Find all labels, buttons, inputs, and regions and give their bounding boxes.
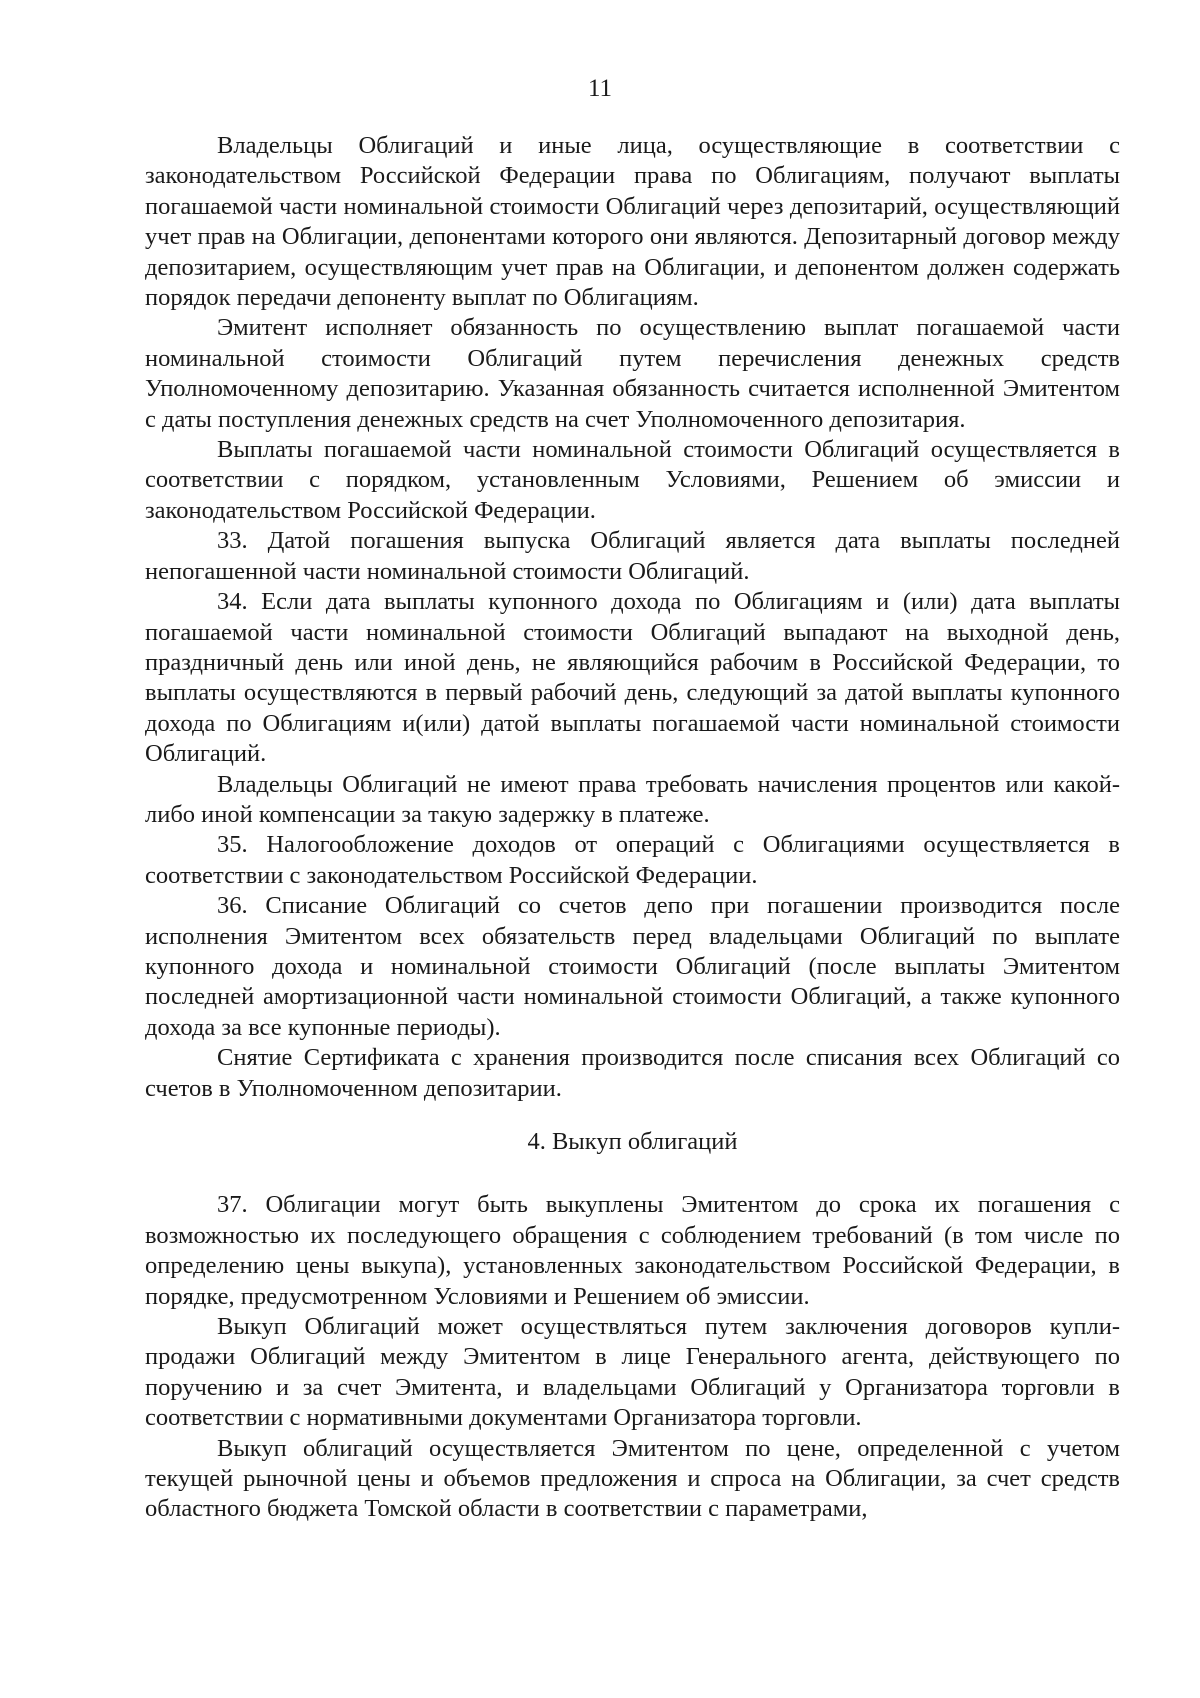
- paragraph-payments-order: Выплаты погашаемой части номинальной стоимости Облигаций осуществляется в соответствии с порядком, установленным Условиями, Решением об эмиссии и законодательством Российской Федерации.: [145, 436, 1120, 524]
- paragraph-no-interest: Владельцы Облигаций не имеют права требовать начисления процентов или какой-либо иной компенсации за такую задержку в платеже.: [145, 770, 1120, 828]
- paragraph-buyback-price: Выкуп облигаций осуществляется Эмитентом по цене, определенной с учетом текущей рыночной цены и объемов предложения и спроса на Облигации, за счет средств областного бюджета Томской области в соответствии с параметрами,: [145, 1434, 1120, 1523]
- paragraph-certificate-removal: Снятие Сертификата с хранения производится после списания всех Облигаций со счетов в Уполномоченном депозитарии.: [145, 1044, 1120, 1102]
- document-body: [145, 131, 1120, 1525]
- paragraph-owners-payments: Владельцы Облигаций и иные лица, осуществляющие в соответствии с законодательством Российской Федерации права по Облигациям, получают выплаты погашаемой части номинальной стоимости Облигаций через депозитарий, осуществляющий учет прав на Облигации, депонентами которого они являются. Депозитарный договор между депозитарием, осуществляющим учет прав на Облигации, и депонентом должен содержать порядок передачи депоненту выплат по Облигациям.: [145, 132, 1120, 312]
- paragraph-clause-37: 37. Облигации могут быть выкуплены Эмитентом до срока их погашения с возможностью их последующего обращения с соблюдением требований (в том числе по определению цены выкупа), установленных законодательством Российской Федерации, в порядке, предусмотренном Условиями и Решением об эмиссии.: [145, 1191, 1120, 1310]
- paragraph-issuer-obligation: Эмитент исполняет обязанность по осуществлению выплат погашаемой части номинальной стоимости Облигаций путем перечисления денежных средств Уполномоченному депозитарию. Указанная обязанность считается исполненной Эмитентом с даты поступления денежных средств на счет Уполномоченного депозитария.: [145, 314, 1120, 433]
- paragraph-buyback-method: Выкуп Облигаций может осуществляться путем заключения договоров купли-продажи Облигаций между Эмитентом в лице Генерального агента, действующего по поручению и за счет Эмитента, и владельцами Облигаций у Организатора торговли в соответствии с нормативными документами Организатора торговли.: [145, 1313, 1120, 1432]
- paragraph-clause-36: 36. Списание Облигаций со счетов депо при погашении производится после исполнения Эмитентом всех обязательств перед владельцами Облигаций по выплате купонного дохода и номинальной стоимости Облигаций (после выплаты Эмитентом последней амортизационной части номинальной стоимости Облигаций, а также купонного дохода за все купонные периоды).: [145, 892, 1120, 1041]
- paragraph-clause-34: 34. Если дата выплаты купонного дохода по Облигациям и (или) дата выплаты погашаемой части номинальной стоимости Облигаций выпадают на выходной день, праздничный день или иной день, не являющийся рабочим в Российской Федерации, то выплаты осуществляются в первый рабочий день, следующий за датой выплаты купонного дохода по Облигациям и(или) датой выплаты погашаемой части номинальной стоимости Облигаций.: [145, 588, 1120, 768]
- page-number: 11: [587, 75, 613, 102]
- paragraph-clause-33: 33. Датой погашения выпуска Облигаций является дата выплаты последней непогашенной части номинальной стоимости Облигаций.: [145, 527, 1120, 585]
- paragraph-clause-35: 35. Налогообложение доходов от операций с Облигациями осуществляется в соответствии с законодательством Российской Федерации.: [145, 831, 1120, 889]
- section-heading: 4. Выкуп облигаций: [527, 1128, 738, 1155]
